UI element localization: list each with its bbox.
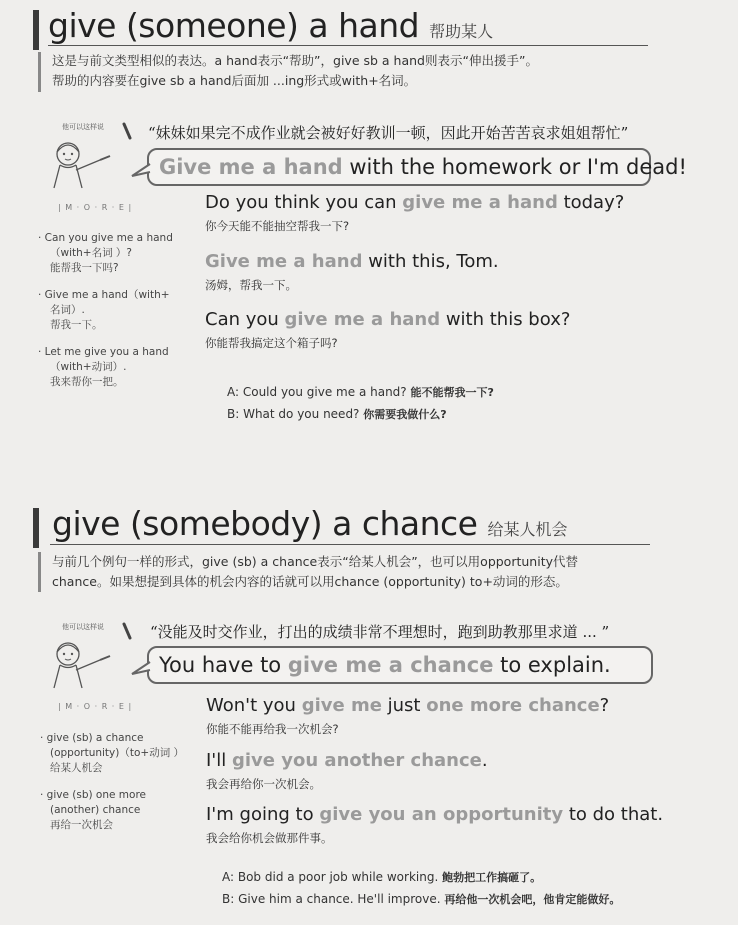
note-line: 帮我一下。: [50, 319, 103, 331]
section1-example: [205, 309, 570, 351]
section1-title-en: give (someone) a hand: [48, 6, 420, 45]
section2-title: [52, 504, 568, 543]
note-item: [40, 731, 190, 776]
section1-title-underline: [48, 45, 648, 46]
example-text: .: [481, 750, 488, 771]
example-text: Can you: [205, 309, 285, 330]
example-highlight: give me: [301, 695, 382, 716]
section1-example: [205, 192, 624, 234]
note-line: （with+动词）.: [50, 361, 127, 373]
example-zh: 我会再给你一次机会。: [206, 777, 321, 791]
note-item: [40, 788, 190, 833]
teacher-avatar-icon: [40, 630, 118, 692]
section2-intro: [52, 552, 578, 592]
dialogue-zh: 鲍勃把工作搞砸了。: [442, 871, 542, 884]
note-line: · give (sb) a chance: [40, 732, 144, 744]
note-line: (another) chance: [50, 804, 141, 816]
section1-intro: [52, 51, 538, 91]
example-en: [206, 695, 609, 716]
example-highlight: give me a hand: [284, 309, 441, 330]
avatar-caption: 他可以这样说: [62, 623, 104, 631]
teacher-avatar-icon: [40, 130, 118, 192]
section1-title: [48, 6, 493, 45]
note-line: 能帮我一下吗?: [50, 262, 119, 274]
note-line: （with+名词 ）?: [50, 247, 132, 259]
bubble-tail: [130, 660, 152, 680]
section2-example: [206, 750, 488, 792]
section1-intro-bar: [38, 52, 41, 92]
section2-example: [206, 695, 609, 737]
section2-title-underline: [50, 544, 650, 545]
section1-dialogue-b: [227, 406, 447, 422]
example-highlight: Give me a hand: [205, 251, 363, 272]
dialogue-en: A: Could you give me a hand?: [227, 385, 407, 399]
note-item: [38, 345, 183, 390]
section2-intro-line2: chance。如果想提到具体的机会内容的话就可以用chance (opportunity) to+动词的形态。: [52, 574, 568, 589]
section1-notes: [38, 231, 183, 390]
example-highlight: give you an opportunity: [319, 804, 564, 825]
note-item: [38, 288, 183, 333]
example-zh: 我会给你机会做那件事。: [206, 831, 333, 845]
example-en: [206, 804, 663, 825]
example-text: I'm going to: [206, 804, 320, 825]
section1-more-label: | M · O · R · E |: [58, 203, 133, 212]
avatar-caption: 他可以这样说: [62, 123, 104, 131]
example-en: [205, 192, 624, 213]
example-text: I'll: [206, 750, 232, 771]
example-en: [205, 309, 570, 330]
section1-speech-bubble: [147, 148, 687, 186]
section2-dialogue-a: [222, 869, 541, 885]
section2-more-label: | M · O · R · E |: [58, 702, 133, 711]
example-zh: 你今天能不能抽空帮我一下?: [205, 219, 350, 233]
section2-accent-bar: [33, 508, 39, 548]
note-line: 我来帮你一把。: [50, 376, 124, 388]
example-highlight: one more chance: [426, 695, 600, 716]
section2-avatar: [40, 620, 118, 690]
example-zh: 你能不能再给我一次机会?: [206, 722, 339, 736]
example-text: just: [381, 695, 427, 716]
note-item: [38, 231, 183, 276]
section1-accent-bar: [33, 10, 39, 50]
section2-intro-bar: [38, 552, 41, 592]
speech-mark-icon: [122, 622, 136, 642]
dialogue-zh: 你需要我做什么?: [363, 408, 447, 421]
example-text: today?: [557, 192, 625, 213]
note-line: · Let me give you a hand: [38, 346, 169, 358]
note-line: · Give me a hand（with+: [38, 289, 170, 301]
example-highlight: give you another chance: [231, 750, 482, 771]
section2-speech-bubble: [147, 646, 653, 684]
speech-mark-icon: [122, 122, 136, 142]
section1-dialogue-a: [227, 384, 494, 400]
example-text: with this box?: [440, 309, 571, 330]
section2-dialogue-b: [222, 891, 620, 907]
example-en: [205, 251, 499, 272]
section1-example: [205, 251, 499, 293]
bubble-tail: [130, 162, 152, 182]
example-text: to do that.: [563, 804, 664, 825]
section2-example: [206, 804, 663, 846]
section2-intro-line1: 与前几个例句一样的形式，give (sb) a chance表示“给某人机会”，也可以用opportunity代替: [52, 554, 578, 569]
section2-bubble-post: to explain.: [493, 653, 611, 677]
section1-bubble-highlight: Give me a hand: [159, 155, 343, 179]
example-text: Do you think you can: [205, 192, 403, 213]
example-zh: 你能帮我搞定这个箱子吗?: [205, 336, 338, 350]
example-en: [206, 750, 488, 771]
example-text: with this, Tom.: [362, 251, 499, 272]
section2-notes: [40, 731, 190, 833]
note-line: · Can you give me a hand: [38, 232, 173, 244]
section2-title-zh: 给某人机会: [487, 520, 568, 539]
section1-intro-line2: 帮助的内容要在give sb a hand后面加 ...ing形式或with+名词。: [52, 73, 417, 88]
dialogue-zh: 再给他一次机会吧，他肯定能做好。: [444, 893, 621, 906]
note-line: 名词）.: [50, 304, 85, 316]
section1-quote: “妹妹如果完不成作业就会被好好教训一顿，因此开始苦苦哀求姐姐帮忙”: [148, 124, 629, 142]
section1-title-zh: 帮助某人: [429, 22, 494, 41]
dialogue-en: B: What do you need?: [227, 407, 360, 421]
section1-avatar: [40, 120, 118, 190]
section2-title-en: give (somebody) a chance: [52, 504, 478, 543]
section2-quote: “没能及时交作业，打出的成绩非常不理想时，跑到助教那里求道 ... ”: [150, 623, 610, 641]
section2-bubble-pre: You have to: [159, 653, 288, 677]
note-line: (opportunity)（to+动词 ）: [50, 747, 185, 759]
example-zh: 汤姆，帮我一下。: [205, 278, 297, 292]
example-text: Won't you: [206, 695, 302, 716]
dialogue-zh: 能不能帮我一下?: [410, 386, 494, 399]
note-line: 给某人机会: [50, 762, 103, 774]
note-line: · give (sb) one more: [40, 789, 147, 801]
section1-bubble-rest: with the homework or I'm dead!: [342, 155, 687, 179]
section1-intro-line1: 这是与前文类型相似的表达。a hand表示“帮助”，give sb a hand则表示“伸出援手”。: [52, 53, 538, 68]
dialogue-en: A: Bob did a poor job while working.: [222, 870, 439, 884]
example-text: ?: [599, 695, 610, 716]
example-highlight: give me a hand: [402, 192, 558, 213]
dialogue-en: B: Give him a chance. He'll improve.: [222, 892, 441, 906]
note-line: 再给一次机会: [50, 819, 113, 831]
section2-bubble-highlight: give me a chance: [287, 653, 494, 677]
